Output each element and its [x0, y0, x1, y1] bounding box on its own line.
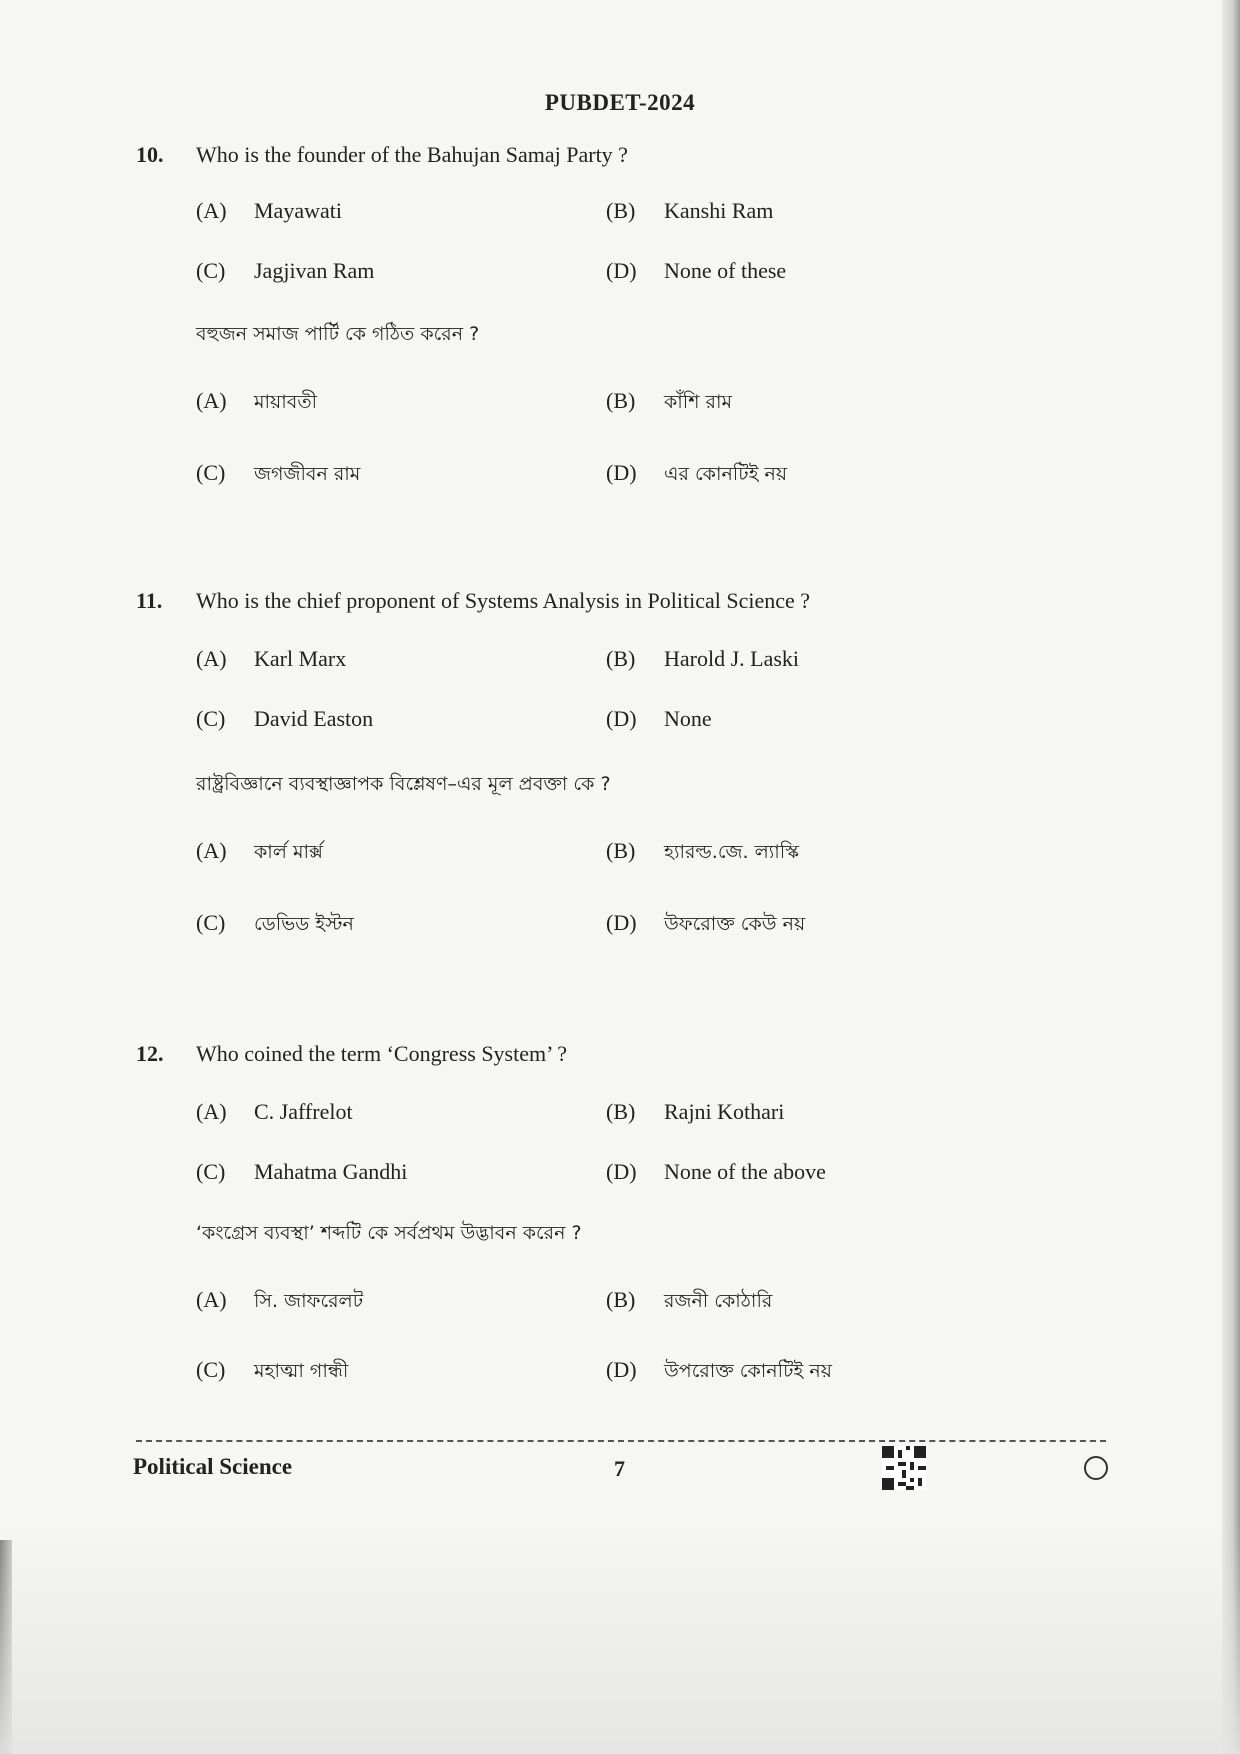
question-number: 10.	[136, 142, 164, 167]
option-b-en: (B) Rajni Kothari	[606, 1099, 785, 1124]
page-number: 7	[614, 1456, 625, 1481]
question-number: 11.	[136, 588, 163, 613]
question-text-bn: বহুজন সমাজ পার্টি কে গঠিত করেন ?	[196, 323, 480, 345]
page-title: PUBDET-2024	[544, 90, 696, 115]
option-c-bn: (C) মহাত্মা গান্ধী	[196, 1357, 349, 1382]
option-a-bn: (A) মায়াবতী	[196, 388, 318, 413]
footer-subject: Political Science	[133, 1454, 293, 1479]
circle-mark-icon	[1084, 1456, 1108, 1480]
question-text-en: Who is the founder of the Bahujan Samaj Party ?	[196, 142, 628, 167]
question-text-en: Who is the chief proponent of Systems Analysis in Political Science ?	[196, 588, 811, 613]
question-text-bn: রাষ্ট্রবিজ্ঞানে ব্যবস্থাজ্ঞাপক বিশ্লেষণ–এর মূল প্রবক্তা কে ?	[196, 773, 611, 795]
option-d-bn: (D) এর কোনটিই নয়	[606, 460, 788, 485]
option-c-en: (C) David Easton	[196, 706, 374, 731]
option-d-en: (D) None of these	[606, 258, 787, 283]
option-d-bn: (D) উফরোক্ত কেউ নয়	[606, 910, 806, 935]
footer-divider	[136, 1440, 1106, 1442]
option-a-bn: (A) কার্ল মার্ক্স	[196, 838, 324, 863]
scan-shadow	[0, 1520, 1240, 1754]
option-b-en: (B) Kanshi Ram	[606, 198, 774, 223]
qr-code-icon	[882, 1446, 926, 1490]
option-c-en: (C) Mahatma Gandhi	[196, 1159, 408, 1184]
option-c-en: (C) Jagjivan Ram	[196, 258, 375, 283]
option-d-en: (D) None	[606, 706, 712, 731]
option-a-bn: (A) সি. জাফরেলট	[196, 1287, 364, 1312]
option-a-en: (A) Karl Marx	[196, 646, 347, 671]
option-b-bn: (B) রজনী কোঠারি	[606, 1287, 773, 1312]
option-b-bn: (B) কাঁশি রাম	[606, 388, 733, 413]
question-text-en: Who coined the term ‘Congress System’ ?	[196, 1041, 568, 1066]
option-d-en: (D) None of the above	[606, 1159, 826, 1184]
option-a-en: (A) Mayawati	[196, 198, 342, 223]
option-b-en: (B) Harold J. Laski	[606, 646, 800, 671]
option-b-bn: (B) হ্যারল্ড.জে. ল্যাস্কি	[606, 838, 799, 863]
option-d-bn: (D) উপরোক্ত কোনটিই নয়	[606, 1357, 832, 1382]
option-a-en: (A) C. Jaffrelot	[196, 1099, 353, 1124]
option-c-bn: (C) জগজীবন রাম	[196, 460, 361, 485]
option-c-bn: (C) ডেভিড ইস্টন	[196, 910, 354, 935]
question-text-bn: ‘কংগ্রেস ব্যবস্থা’ শব্দটি কে সর্বপ্রথম উদ্ভাবন করেন ?	[196, 1222, 582, 1244]
question-number: 12.	[136, 1041, 164, 1066]
scan-edge	[1222, 0, 1240, 1754]
